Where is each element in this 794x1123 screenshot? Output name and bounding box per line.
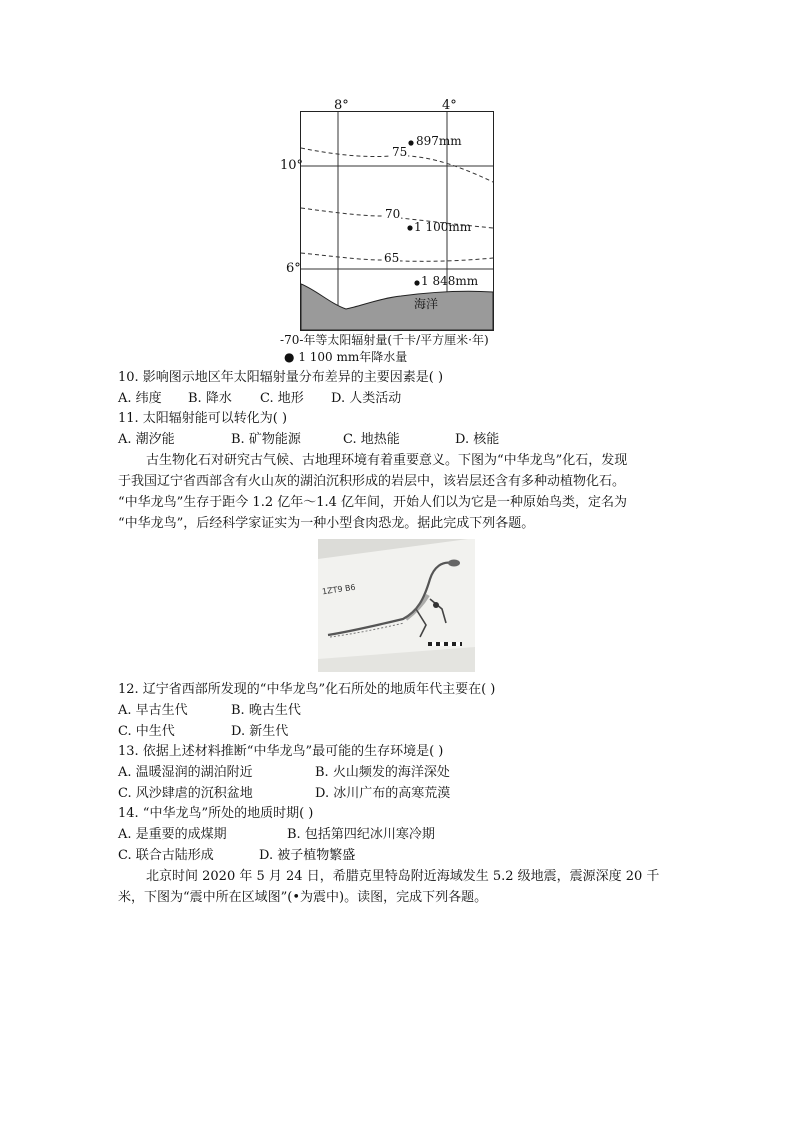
- legend-dash-icon: -: [280, 333, 285, 347]
- q12-option-d: D. 新生代: [231, 724, 289, 739]
- passage1-line: 古生物化石对研究古气候、古地理环境有着重要意义。下图为“中华龙鸟”化石，发现: [146, 453, 628, 468]
- passage1-line: “中华龙鸟”，后经科学家证实为一种小型食肉恐龙。据此完成下列各题。: [118, 516, 535, 531]
- station-label-897: 897mm: [416, 134, 462, 148]
- lat-label-6: 6°: [286, 261, 301, 276]
- isoline-label-70: 70: [385, 207, 401, 221]
- passage1-line: 于我国辽宁省西部含有火山灰的湖泊沉积形成的岩层中，该岩层还含有多种动植物化石。: [118, 474, 626, 489]
- q11-option-d: D. 核能: [455, 432, 500, 447]
- q13-option-c: C. 风沙肆虐的沉积盆地: [118, 786, 253, 801]
- q10-stem: 10. 影响图示地区年太阳辐射量分布差异的主要因素是( ): [118, 370, 444, 385]
- q10-option-c: C. 地形: [260, 391, 304, 406]
- q10-option-b: B. 降水: [188, 391, 232, 406]
- station-label-1100: 1 100mm: [414, 220, 472, 234]
- q14-option-a: A. 是重要的成煤期: [118, 827, 227, 842]
- lon-label-8: 8°: [334, 98, 349, 113]
- lon-label-4: 4°: [442, 98, 457, 113]
- station-dot: [408, 140, 413, 145]
- legend-isoline-text: 年等太阳辐射量(千卡/平方厘米·年): [303, 333, 489, 347]
- passage1-line: “中华龙鸟”生存于距今 1.2 亿年～1.4 亿年间，开始人们以为它是一种原始鸟类，定名为: [118, 495, 628, 510]
- ocean-label: 海洋: [414, 297, 439, 311]
- passage2-line: 北京时间 2020 年 5 月 24 日，希腊克里特岛附近海域发生 5.2 级地震，震源深度 20 千: [146, 869, 660, 884]
- q12-option-c: C. 中生代: [118, 724, 175, 739]
- ocean-area: [301, 284, 493, 330]
- station-label-1848: 1 848mm: [421, 274, 479, 288]
- legend-dot-icon: ●: [284, 350, 295, 364]
- station-dot: [407, 225, 412, 230]
- q13-stem: 13. 依据上述材料推断“中华龙鸟”最可能的生存环境是( ): [118, 744, 444, 759]
- q11-stem: 11. 太阳辐射能可以转化为( ): [118, 411, 288, 426]
- q12-option-a: A. 早古生代: [118, 703, 188, 718]
- legend-isoline-sample: 70: [284, 333, 300, 347]
- fossil-photo: [318, 539, 475, 672]
- q13-option-a: A. 温暖湿润的湖泊附近: [118, 765, 253, 780]
- isoline-label-65: 65: [384, 251, 400, 265]
- lat-label-10: 10°: [280, 158, 304, 173]
- q11-option-c: C. 地热能: [343, 432, 400, 447]
- station-dot: [414, 280, 419, 285]
- q11-option-b: B. 矿物能源: [231, 432, 301, 447]
- q14-option-b: B. 包括第四纪冰川寒冷期: [287, 827, 435, 842]
- legend-station-text: 1 100 mm年降水量: [298, 350, 408, 364]
- q11-option-a: A. 潮汐能: [118, 432, 175, 447]
- q13-option-b: B. 火山频发的海洋深处: [315, 765, 450, 780]
- q12-option-b: B. 晚古生代: [231, 703, 301, 718]
- q14-option-c: C. 联合古陆形成: [118, 848, 214, 863]
- q13-option-d: D. 冰川广布的高寒荒漠: [315, 786, 451, 801]
- legend-dash-icon: -: [299, 333, 304, 347]
- q10-option-d: D. 人类活动: [331, 391, 402, 406]
- legend-isoline: [280, 331, 489, 348]
- fossil-graphic: [318, 539, 475, 672]
- q12-stem: 12. 辽宁省西部所发现的“中华龙鸟”化石所处的地质年代主要在( ): [118, 682, 496, 697]
- specimen-label: 1ZT9 B6: [321, 582, 357, 597]
- passage2-line: 米，下图为“震中所在区域图”(•为震中)。读图，完成下列各题。: [118, 890, 488, 905]
- q14-option-d: D. 被子植物繁盛: [259, 848, 356, 863]
- legend-station: [284, 348, 407, 365]
- isoline-label-75: 75: [392, 145, 408, 159]
- q10-option-a: A. 纬度: [118, 391, 162, 406]
- q14-stem: 14. “中华龙鸟”所处的地质时期( ): [118, 806, 314, 821]
